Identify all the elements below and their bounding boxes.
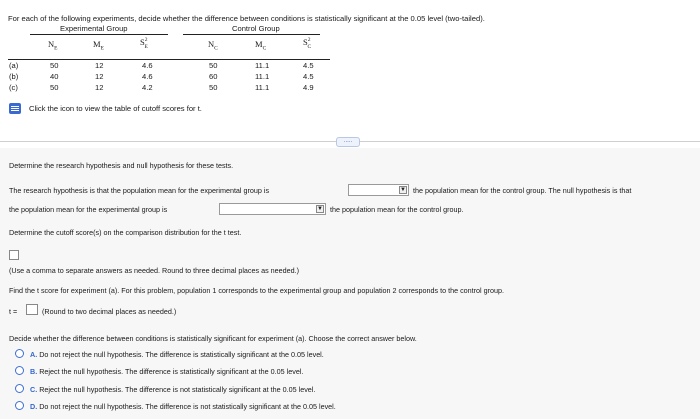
col-header-me: $M_E$ (93, 39, 104, 52)
cell-sc: 4.5 (303, 72, 314, 81)
dropdown-arrow-icon: ▼ (317, 206, 323, 212)
table-icon[interactable] (9, 103, 21, 114)
cell-se: 4.6 (142, 72, 153, 81)
col-header-nc: $N_C$ (208, 39, 218, 52)
control-group-header: Control Group (232, 24, 280, 33)
question-intro: For each of the following experiments, decide whether the difference between conditions is statistically significant at the 0.05 level (two-tailed). (8, 14, 485, 23)
cell-se: 4.6 (142, 61, 153, 70)
experimental-header-rule (30, 34, 168, 35)
tscore-prompt: Find the t score for experiment (a). For this problem, population 1 corresponds to the experimental group and population 2 corresponds to the control group. (9, 286, 505, 295)
option-letter: D. (30, 402, 38, 411)
row-label: (b) (9, 72, 19, 81)
col-header-mc: $M_C$ (255, 39, 267, 52)
cell-sc: 4.9 (303, 83, 314, 92)
radio-option-c[interactable] (15, 384, 24, 393)
cell-mc: 11.1 (255, 61, 270, 70)
table-top-rule (8, 59, 330, 60)
radio-option-b[interactable] (15, 366, 24, 375)
cell-mc: 11.1 (255, 83, 270, 92)
null-hypothesis-text: the population mean for the experimental group is (9, 205, 168, 214)
cutoff-prompt: Determine the cutoff score(s) on the comparison distribution for the t test. (9, 228, 242, 237)
t-score-input[interactable] (26, 304, 38, 315)
cell-ne: 50 (50, 83, 59, 92)
cell-me: 12 (95, 83, 104, 92)
option-letter: A. (30, 350, 38, 359)
expand-more-button[interactable]: ..... (336, 137, 360, 147)
cell-nc: 60 (209, 72, 218, 81)
cell-me: 12 (95, 61, 104, 70)
cell-me: 12 (95, 72, 104, 81)
option-letter: C. (30, 385, 38, 394)
research-hypothesis-text-end: the population mean for the control group. The null hypothesis is that (413, 186, 632, 195)
option-text: Do not reject the null hypothesis. The difference is not statistically significant at the 0.05 level. (39, 402, 336, 411)
col-header-sc: $S^2_C$ (303, 37, 312, 50)
option-text: Do not reject the null hypothesis. The difference is statistically significant at the 0.05 level. (39, 350, 324, 359)
row-label: (a) (9, 61, 19, 70)
cell-ne: 40 (50, 72, 59, 81)
radio-option-d[interactable] (15, 401, 24, 410)
radio-option-a[interactable] (15, 349, 24, 358)
row-label: (c) (9, 83, 18, 92)
cell-mc: 11.1 (255, 72, 270, 81)
dropdown-arrow-icon: ▼ (400, 187, 406, 193)
experimental-group-header: Experimental Group (60, 24, 128, 33)
col-header-se: $S^2_E$ (140, 37, 148, 50)
hypothesis-prompt: Determine the research hypothesis and null hypothesis for these tests. (9, 161, 234, 170)
cutoff-table-link-text: Click the icon to view the table of cutoff scores for t. (29, 104, 202, 113)
cell-se: 4.2 (142, 83, 153, 92)
null-hypothesis-text-end: the population mean for the control group. (330, 205, 464, 214)
research-hypothesis-text: The research hypothesis is that the population mean for the experimental group is (9, 186, 270, 195)
t-label: t = (9, 307, 18, 316)
cell-nc: 50 (209, 61, 218, 70)
decide-prompt: Decide whether the difference between conditions is statistically significant for experiment (a). Choose the correct answer below. (9, 334, 417, 343)
research-hypothesis-dropdown[interactable] (348, 184, 409, 196)
option-text: Reject the null hypothesis. The difference is not statistically significant at the 0.05 level. (39, 385, 316, 394)
option-letter: B. (30, 367, 38, 376)
null-hypothesis-dropdown[interactable] (219, 203, 326, 215)
cell-ne: 50 (50, 61, 59, 70)
col-header-ne: $N_E$ (48, 39, 58, 52)
option-text: Reject the null hypothesis. The difference is statistically significant at the 0.05 level. (39, 367, 304, 376)
control-header-rule (183, 34, 320, 35)
cutoff-answer-input[interactable] (9, 250, 19, 260)
cutoff-hint: (Use a comma to separate answers as needed. Round to three decimal places as needed.) (9, 266, 300, 275)
cell-sc: 4.5 (303, 61, 314, 70)
t-hint: (Round to two decimal places as needed.) (42, 307, 177, 316)
cell-nc: 50 (209, 83, 218, 92)
